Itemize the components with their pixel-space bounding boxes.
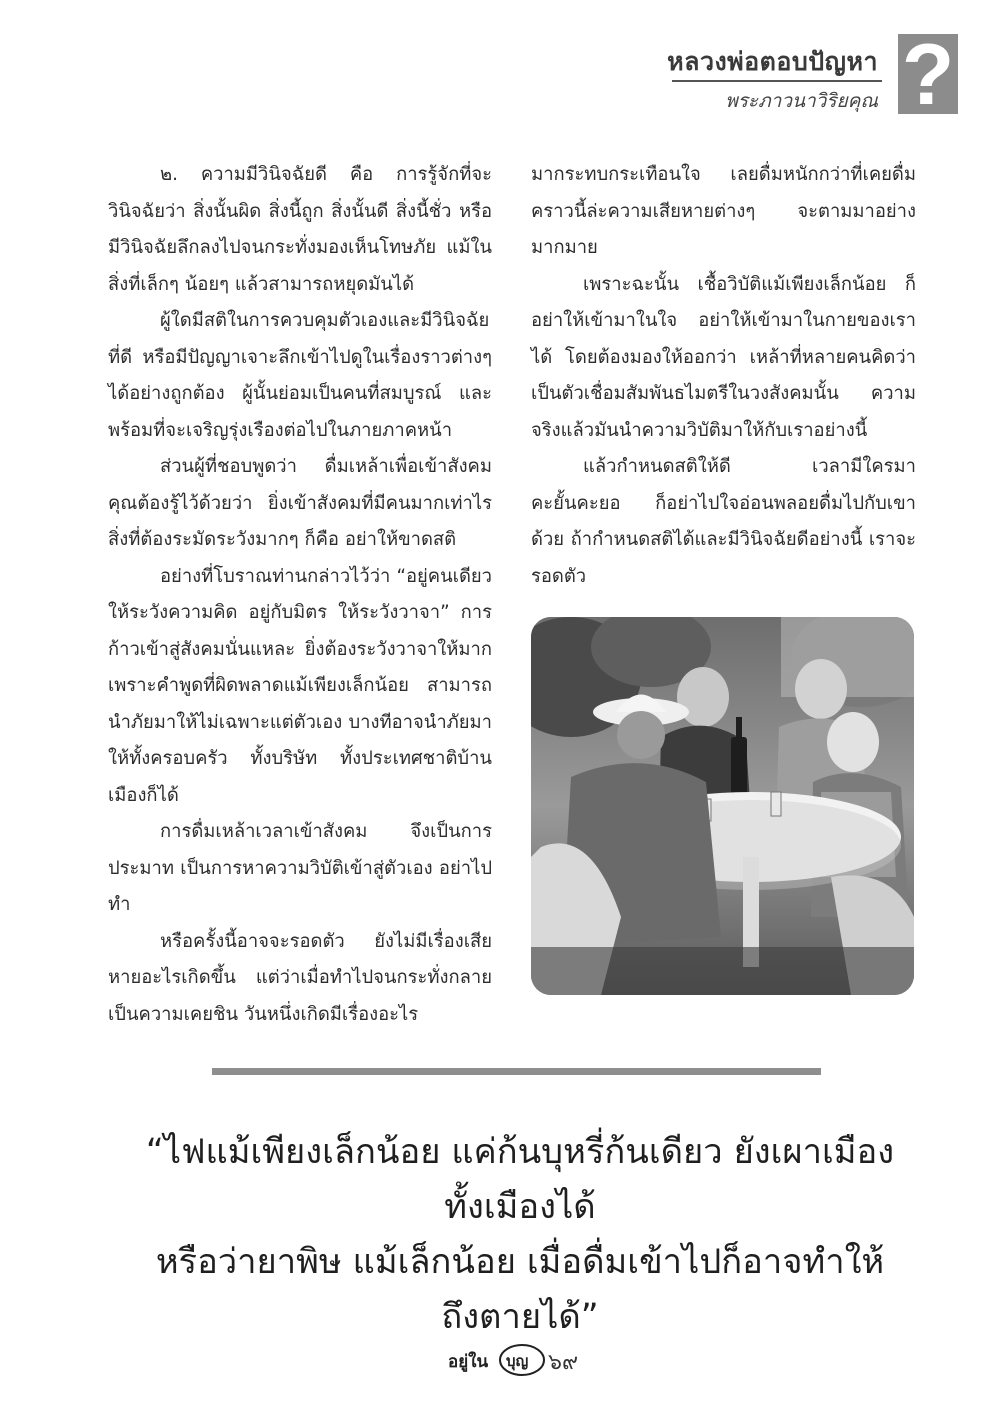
paragraph: แล้วกำหนดสติให้ดี เวลามีใครมาคะยั้นคะยอ ก็อย่าไปใจอ่อนพลอยดื่มไปกับเขาด้วย ถ้ากำหนดสติได้และมีวินิจฉัยดีอย่างนี้ เราจะรอดตัว xyxy=(531,456,916,587)
question-mark-badge xyxy=(898,27,958,123)
paragraph: ส่วนผู้ที่ชอบพูดว่า ดื่มเหล้าเพื่อเข้าสังคม คุณต้องรู้ไว้ด้วยว่า ยิ่งเข้าสังคมที่มีคนมากเท่าไร สิ่งที่ต้องระมัดระวังมากๆ ก็คือ อย่าให้ขาดสติ xyxy=(108,456,492,550)
column-author: พระภาวนาวิริยคุณ xyxy=(725,90,878,112)
left-column xyxy=(108,157,492,1033)
svg-text:บุญ: บุญ xyxy=(506,1352,529,1370)
section-divider xyxy=(212,1068,821,1075)
magazine-logo xyxy=(446,1343,546,1377)
photo-people-drinking xyxy=(531,617,914,995)
paragraph: ๒. ความมีวินิจฉัยดี คือ การรู้จักที่จะวินิจฉัยว่า สิ่งนั้นผิด สิ่งนี้ถูก สิ่งนั้นดี สิ่งนี้ชั่ว หรือมีวินิจฉัยลึกลงไปจนกระทั่งมองเห็นโทษภัย แม้ในสิ่งที่เล็กๆ น้อยๆ แล้วสามารถหยุดมันได้ xyxy=(108,164,492,295)
pull-quote-line: หรือว่ายาพิษ แม้เล็กน้อย เมื่อดื่มเข้าไปก็อาจทำให้ถึงตายได้” xyxy=(155,1242,885,1337)
page-number: ๖๙ xyxy=(548,1350,579,1375)
header-rule xyxy=(672,80,882,82)
paragraph: หรือครั้งนี้อาจจะรอดตัว ยังไม่มีเรื่องเสียหายอะไรเกิดขึ้น แต่ว่าเมื่อทำไปจนกระทั่งกลายเป็นความเคยชิน วันหนึ่งเกิดมีเรื่องอะไร xyxy=(108,930,492,1025)
paragraph: อย่างที่โบราณท่านกล่าวไว้ว่า “อยู่คนเดียวให้ระวังความคิด อยู่กับมิตร ให้ระวังวาจา” การก้าวเข้าสู่สังคมนั่นแหละ ยิ่งต้องระวังวาจาให้มาก เพราะคำพูดที่ผิดพลาดแม้เพียงเล็กน้อย สามารถนำภัยมาให้ไม่เฉพาะแต่ตัวเอง บางทีอาจนำภัยมาให้ทั้งครอบครัว ทั้งบริษัท ทั้งประเทศชาติบ้านเมืองก็ได้ xyxy=(108,565,492,806)
column-title: หลวงพ่อตอบปัญหา xyxy=(667,47,878,76)
pull-quote-line: “ไฟแม้เพียงเล็กน้อย แค่ก้นบุหรี่ก้นเดียว ยังเผาเมืองทั้งเมืองได้ xyxy=(145,1132,895,1227)
paragraph: มากระทบกระเทือนใจ เลยดื่มหนักกว่าที่เคยดื่มคราวนี้ล่ะความเสียหายต่างๆ จะตามมาอย่างมากมาย xyxy=(531,164,916,258)
paragraph: เพราะฉะนั้น เชื้อวิบัติแม้เพียงเล็กน้อย ก็อย่าให้เข้ามาในใจ อย่าให้เข้ามาในกายของเราได้ โดยต้องมองให้ออกว่า เหล้าที่หลายคนคิดว่าเป็นตัวเชื่อมสัมพันธไมตรีในวงสังคมนั้น ความจริงแล้วมันนำความวิบัติมาให้กับเราอย่างนี้ xyxy=(531,273,916,441)
photo-illustration xyxy=(531,617,914,995)
pull-quote xyxy=(140,1125,900,1345)
right-column xyxy=(531,157,916,595)
svg-text:อยู่ใน: อยู่ใน xyxy=(448,1352,489,1372)
magazine-logo-mark xyxy=(446,1343,546,1377)
question-mark-icon: ? xyxy=(901,27,955,123)
paragraph: ผู้ใดมีสติในการควบคุมตัวเองและมีวินิจฉัยที่ดี หรือมีปัญญาเจาะลึกเข้าไปดูในเรื่องราวต่างๆ ได้อย่างถูกต้อง ผู้นั้นย่อมเป็นคนที่สมบูรณ์ และพร้อมที่จะเจริญรุ่งเรืองต่อไปในภายภาคหน้า xyxy=(108,310,492,441)
paragraph: การดื่มเหล้าเวลาเข้าสังคม จึงเป็นการประมาท เป็นการหาความวิบัติเข้าสู่ตัวเอง อย่าไปทำ xyxy=(108,821,492,915)
